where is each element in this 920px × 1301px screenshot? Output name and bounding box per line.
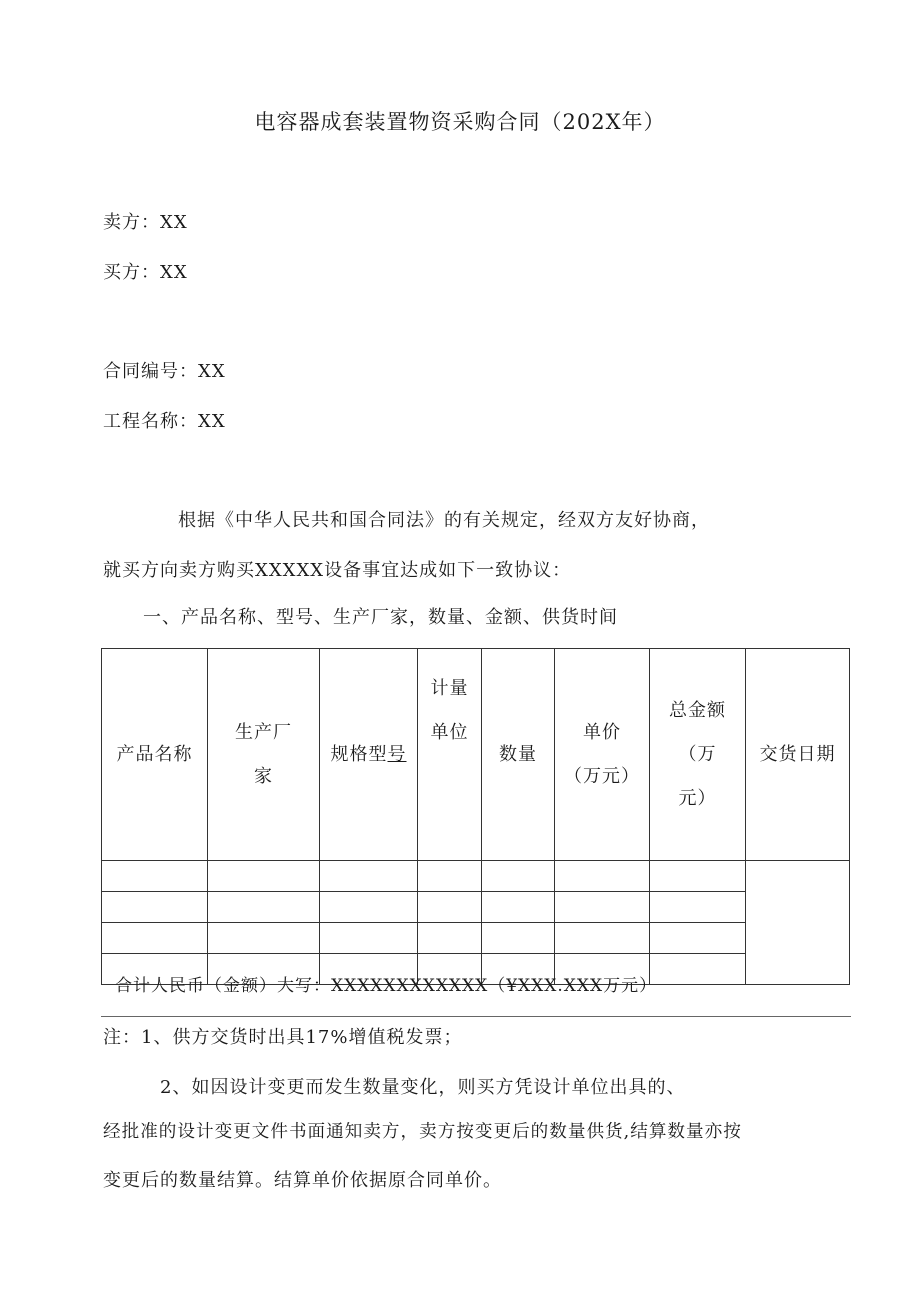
table-cell <box>208 923 320 954</box>
header-product-name: 产品名称 <box>102 649 208 861</box>
table-cell <box>555 923 650 954</box>
table-cell <box>102 923 208 954</box>
table-cell <box>418 861 482 892</box>
note-2-line1: 2、如因设计变更而发生数量变化，则买方凭设计单位出具的、 <box>160 1077 686 1098</box>
contract-number: 合同编号：XX <box>103 361 226 382</box>
table-cell <box>555 892 650 923</box>
table-header-row <box>102 649 850 861</box>
table-cell <box>320 861 418 892</box>
goods-table <box>101 648 850 985</box>
table-cell <box>208 892 320 923</box>
note-2-line3: 变更后的数量结算。结算单价依据原合同单价。 <box>103 1170 502 1191</box>
project-name: 工程名称：XX <box>103 411 226 432</box>
table-cell <box>650 892 746 923</box>
header-quantity: 数量 <box>482 649 555 861</box>
header-total-amount: 总金额 （万 元） <box>650 649 746 861</box>
table-cell <box>482 923 555 954</box>
note-2-line2: 经批准的设计变更文件书面通知卖方，卖方按变更后的数量供货,结算数量亦按 <box>103 1122 742 1142</box>
table-cell <box>482 861 555 892</box>
table-cell <box>320 923 418 954</box>
buyer-line: 买方：XX <box>103 262 188 283</box>
divider <box>101 1016 851 1017</box>
seller-line: 卖方：XX <box>103 212 188 233</box>
section1-heading: 一、产品名称、型号、生产厂家，数量、金额、供货时间 <box>143 607 618 628</box>
table-cell <box>482 892 555 923</box>
header-measure-unit: 计量 单位 <box>418 649 482 861</box>
note-1: 注：1、供方交货时出具17%增值税发票； <box>103 1027 463 1048</box>
table-row <box>102 923 850 954</box>
intro-paragraph-line2: 就买方向卖方购买XXXXX设备事宜达成如下一致协议： <box>103 560 572 581</box>
table-cell <box>418 892 482 923</box>
table-cell <box>418 923 482 954</box>
table-cell <box>650 923 746 954</box>
table-cell <box>320 892 418 923</box>
contract-title: 电容器成套装置物资采购合同（202X年） <box>254 110 666 134</box>
table-cell <box>102 892 208 923</box>
table-cell <box>102 861 208 892</box>
table-cell <box>650 861 746 892</box>
header-spec-model: 规格型号 <box>320 649 418 861</box>
table-row <box>102 892 850 923</box>
total-amount-line: 合计人民币（金额）大写：XXXXXXXXXXXX（¥XXX.XXX万元） <box>115 976 658 996</box>
table-row <box>102 861 850 892</box>
delivery-date-cell <box>746 861 850 985</box>
header-delivery-date: 交货日期 <box>746 649 850 861</box>
header-unit-price: 单价 （万元） <box>555 649 650 861</box>
table-cell <box>555 861 650 892</box>
intro-paragraph-line1: 根据《中华人民共和国合同法》的有关规定，经双方友好协商， <box>178 510 710 531</box>
table-cell <box>650 954 746 985</box>
table-cell <box>208 861 320 892</box>
header-manufacturer: 生产厂 家 <box>208 649 320 861</box>
